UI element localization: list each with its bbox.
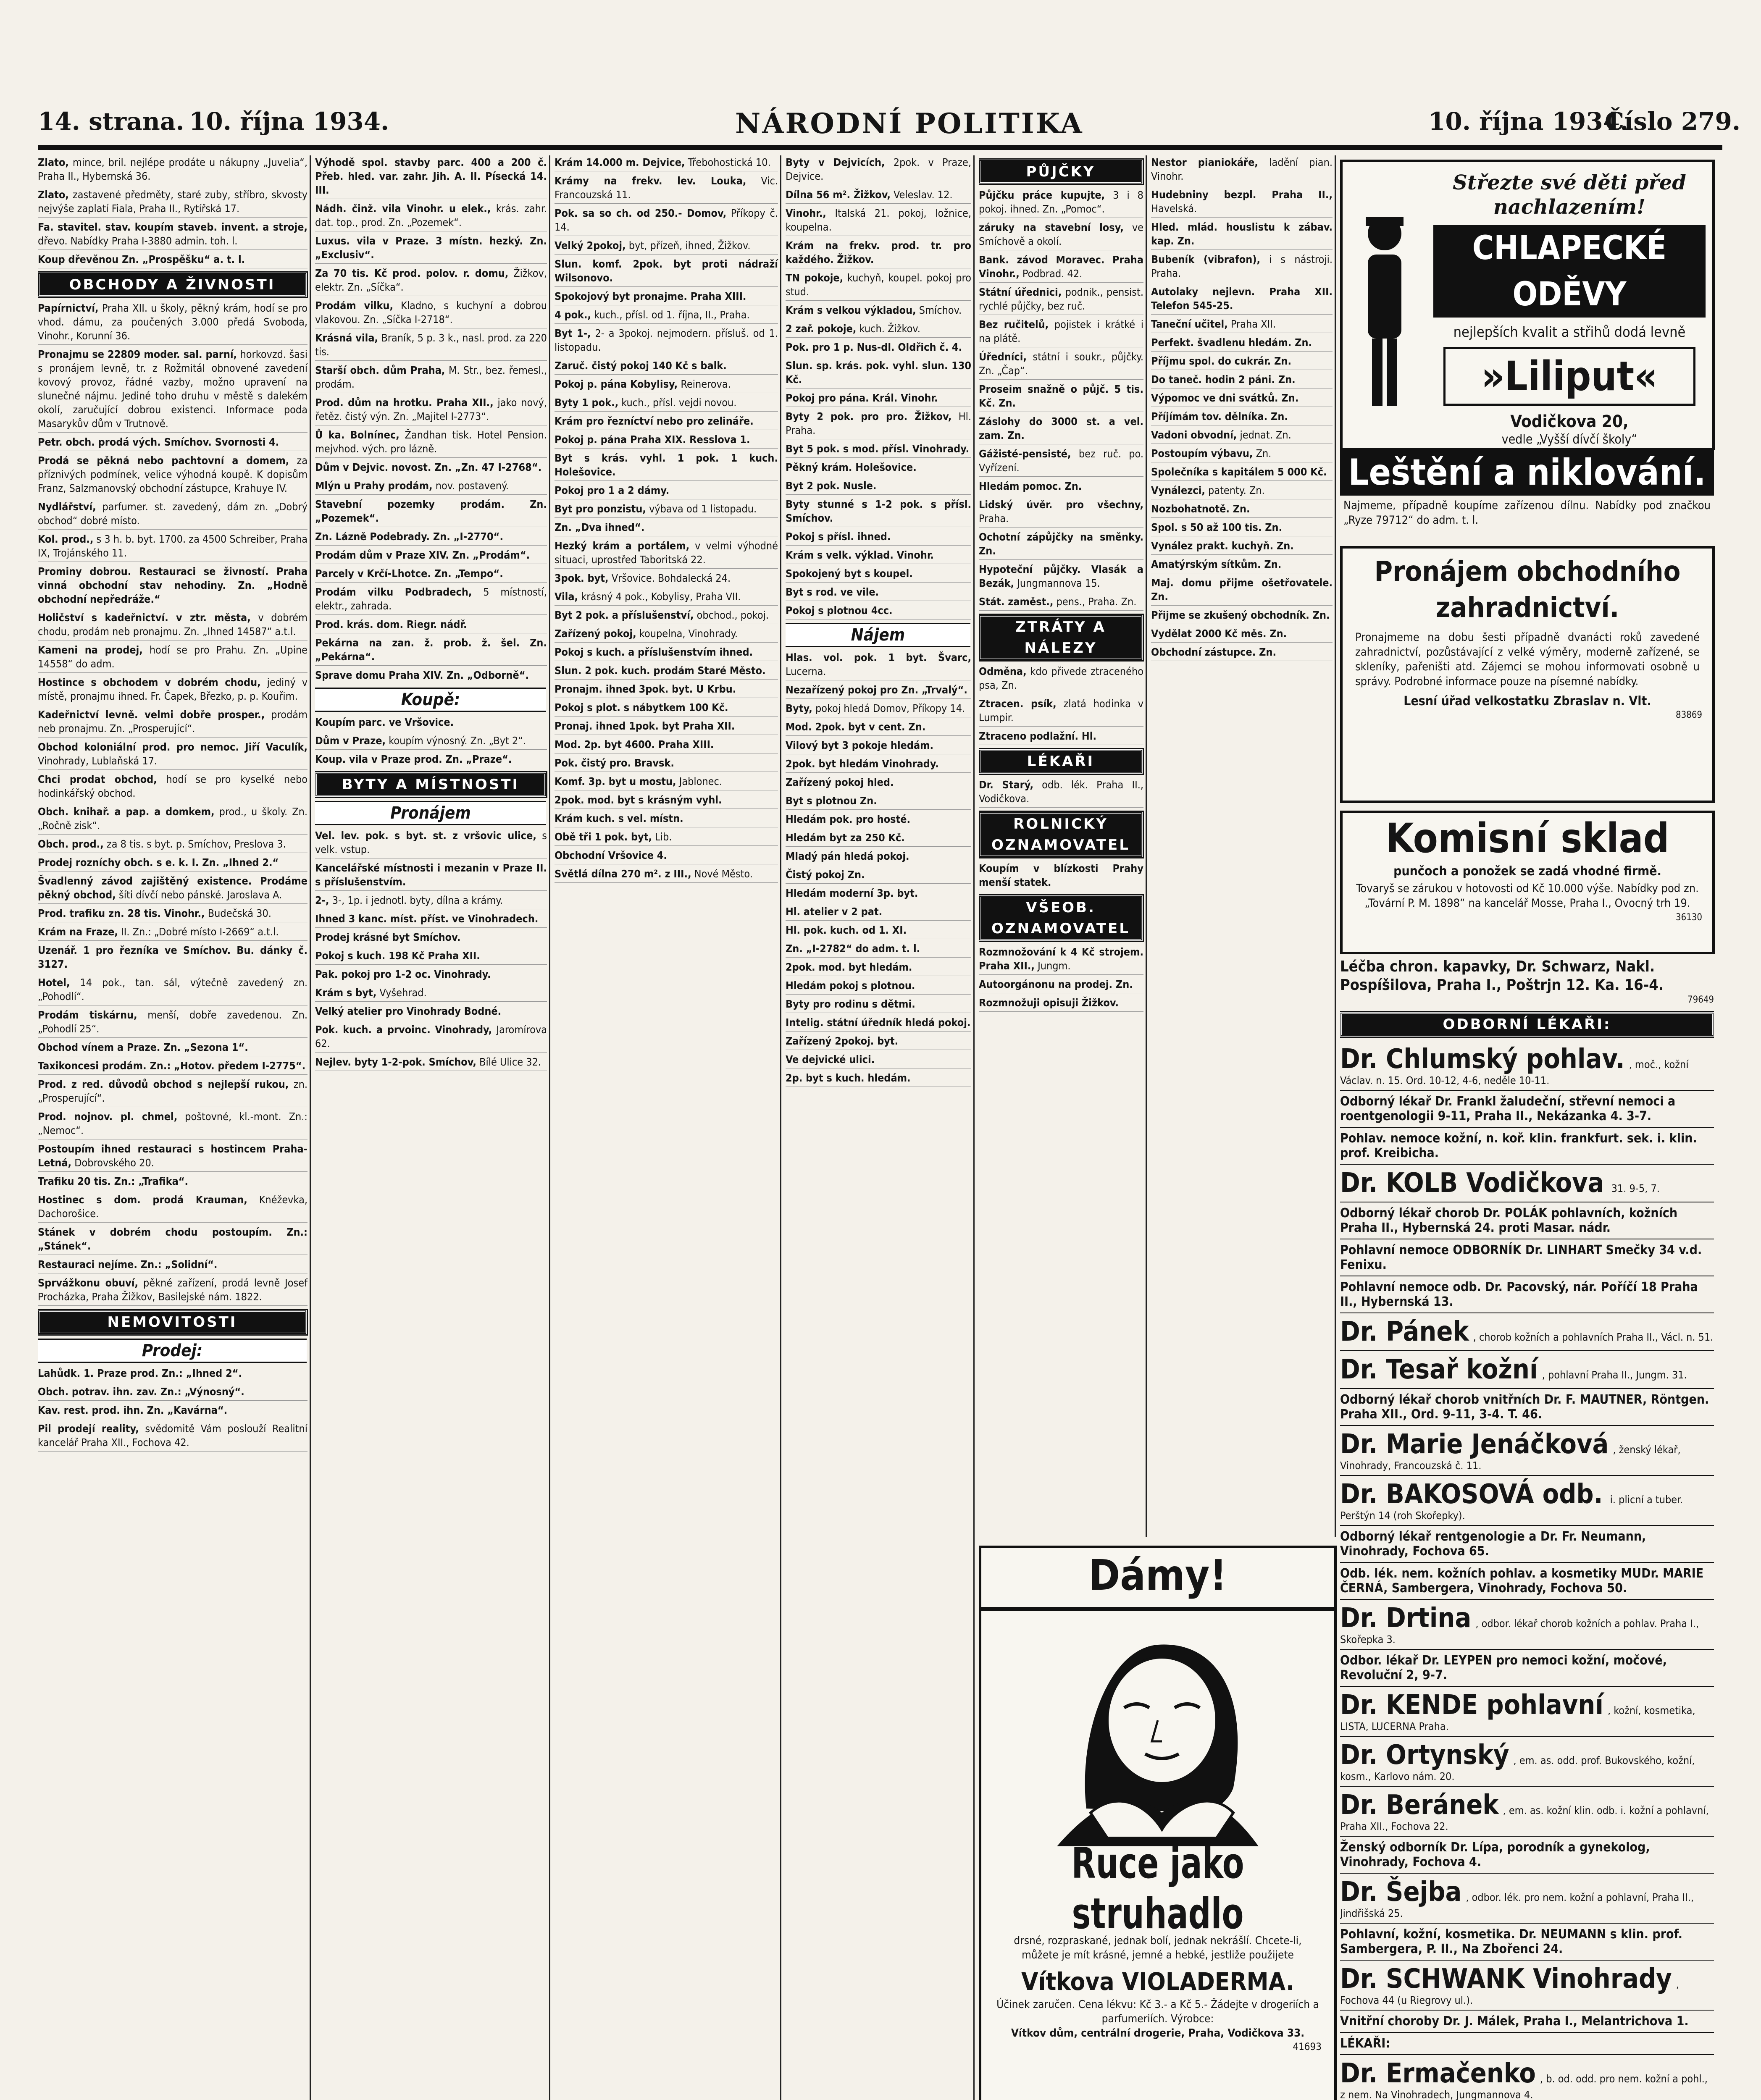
newspaper-page [38,0,1741,2100]
classified-ad: Vynálezci, patenty. Zn. [1151,483,1333,499]
classified-ad: Autolaky nejlevn. Praha XII. Telefon 545-25. [1151,285,1333,315]
classified-ad: Prodám dům v Praze XIV. Zn. „Prodám“. [315,548,547,564]
classified-ad: Pokoj s plotnou 4cc. [786,604,971,620]
ad-komisni-sklad: Komisní sklad punčoch a ponožek se zadá vhodné firmě. Tovaryš se zárukou v hotovosti od Kč 10.000 výše. Nabídky pod zn. „Tovární P. M. 1898“ na kancelář Mosse, Praha I., Ovocný trh 19. 36130 [1340,811,1715,954]
classified-ad: Koup. vila v Praze prod. Zn. „Praze“. [315,752,547,768]
doctor-listing: Dr. BAKOSOVÁ odb. i. plicní a tuber. Perštýn 14 (roh Skořepky). [1340,1476,1714,1526]
doctor-listing: Pohlavní, kožní, kosmetika. Dr. NEUMANN s klin. prof. Sambergera, P. II., Na Zbořenci 24. [1340,1924,1714,1961]
classified-ad: Pronaj. ihned 1pok. byt Praha XII. [555,719,778,735]
classified-ad: 2-, 3-, 1p. i jednotl. byty, dílna a krámy. [315,893,547,909]
classified-ad: Byt 1-, 2- a 3pokoj. nejmodern. přísluš. od 1. listopadu. [555,326,778,356]
classified-ad: Petr. obch. prodá vých. Smíchov. Svornosti 4. [38,435,308,451]
classified-ad: Krám kuch. s vel. místn. [555,811,778,827]
classified-ad: Zn. Lázně Podebrady. Zn. „I-2770“. [315,530,547,546]
classified-ad: Kameni na prodej, hodí se pro Prahu. Zn. „Upine 14558“ do adm. [38,643,308,673]
doctor-listing: Odborný lékař chorob vnitřních Dr. F. MAUTNER, Röntgen. Praha XII., Ord. 9-11, 3-4. T. 46. [1340,1389,1714,1426]
classified-ad: Byt s krás. vyhl. 1 pok. 1 kuch. Holešovice. [555,451,778,481]
classified-ad: 4 pok., kuch., přísl. od 1. října, II., Praha. [555,308,778,324]
classified-ad: Vilový byt 3 pokoje hledám. [786,738,971,754]
classified-ad: Krám s byt, Vyšehrad. [315,986,547,1002]
classified-ad: Vila, krásný 4 pok., Kobylisy, Praha VII. [555,590,778,606]
newspaper-title: NÁRODNÍ POLITIKA [735,107,1084,140]
classified-ad: Dr. Starý, odb. lék. Praha II., Vodičkova. [979,778,1143,808]
classified-ad: Vadoni obvodní, jednat. Zn. [1151,428,1333,444]
classified-ad: Obchod vínem a Praze. Zn. „Sezona 1“. [38,1040,308,1056]
classified-ad: Papírnictví, Praha XII. u školy, pěkný krám, hodí se pro vhod. dámu, za poučených 3.000 předá Svoboda, Vinohr., Korunní 36. [38,301,308,345]
classified-ad: Byty, pokoj hledá Domov, Příkopy 14. [786,701,971,717]
classified-ad: Bank. závod Moravec. Praha Vinohr., Podbrad. 42. [979,253,1143,283]
classified-ad: Sprvážkonu obuví, pěkné zařízení, prodá levně Josef Procházka, Praha Žižkov, Basilejské nám. 1822. [38,1276,308,1306]
classified-ad: Čistý pokoj Zn. [786,868,971,884]
classified-ad: Pok. čistý pro. Bravsk. [555,756,778,772]
classified-ad: Pak. pokoj pro 1-2 oc. Vinohrady. [315,967,547,983]
classified-ad: Byty 2 pok. pro pro. Žižkov, Hl. Praha. [786,410,971,439]
classified-ad: BYTY A MÍSTNOSTI [315,772,546,797]
boy-illustration [1343,162,1427,439]
classified-ad: Ztracen. psík, zlatá hodinka v Lumpir. [979,697,1143,727]
classified-ad: Prodám vilku, Kladno, s kuchyní a dobrou vlakovou. Zn. „Síčka I-2718“. [315,299,547,328]
classified-ad: Hledám moderní 3p. byt. [786,886,971,902]
classified-ad: Starší obch. dům Praha, M. Str., bez. řemesl., prodám. [315,363,547,393]
doctor-listing: Pohlav. nemoce kožní, n. koř. klin. frankfurt. sek. i. klin. prof. Kreibicha. [1340,1128,1714,1165]
classified-ad: Zaruč. čistý pokoj 140 Kč s balk. [555,359,778,375]
page-number: 14. strana. [38,107,184,136]
doctor-listing: Dr. Šejba , odbor. lék. pro nem. kožní a pohlavní, Praha II., Jindřišská 25. [1340,1874,1714,1924]
classified-ad: Prodej krásné byt Smíchov. [315,930,547,946]
classified-ad: Dům v Dejvic. novost. Zn. „Zn. 47 I-2768“. [315,460,547,476]
classified-ad: Prodej rozníchy obch. s e. k. I. Zn. „Ihned 2.“ [38,856,308,872]
classified-ad: Zlato, mince, bril. nejlépe prodáte u nákupny „Juvelia“, Praha II., Hybernská 36. [38,155,308,185]
column-1 [38,155,311,2100]
classified-ad: Výhodě spol. stavby parc. 400 a 200 č. Přeb. hled. var. zahr. Jih. A. II. Písecká 14. III. [315,155,547,199]
classified-ad: Bez ručitelů, pojistek i krátké i na plátě. [979,318,1143,347]
classified-ad: Byty 1 pok., kuch., přísl. vejdi novou. [555,396,778,412]
classified-ad: Obchod koloniální prod. pro nemoc. Jiří Vaculík, Vinohrady, Lublaňská 17. [38,740,308,770]
doctor-listing: Dr. Ortynský , em. as. odd. prof. Bukovského, kožní, kosm., Karlovo nám. 20. [1340,1737,1714,1787]
classified-ad: Krásná vila, Braník, 5 p. 3 k., nasl. prod. za 220 tis. [315,331,547,361]
doctor-listing: Dr. KOLB Vodičkova 31. 9-5, 7. [1340,1165,1714,1202]
classified-ad: Zn. „Dva ihned“. [555,520,778,536]
classified-ad: Pokoj pro 1 a 2 dámy. [555,483,778,499]
classified-ad: Hezký krám a portálem, v velmi výhodné situaci, uprostřed Taboritská 22. [555,539,778,569]
classified-ad: Hostinec s dom. prodá Krauman, Knéževka, Dachorošice. [38,1193,308,1223]
classified-ad: Koup dřevěnou Zn. „Prospěšku“ a. t. l. [38,252,308,268]
classified-ad: Zařízený 2pokoj. byt. [786,1034,971,1050]
classified-ad: Nestor pianiokáře, ladění pian. Vinohr. [1151,155,1333,185]
classified-ad: Přijme se zkušený obchodník. Zn. [1151,608,1333,624]
doctor-listing: Dr. Chlumský pohlav. , moč., kožní Václav. n. 15. Ord. 10-12, 4-6, neděle 10-11. [1340,1041,1714,1091]
header-rule [38,145,1722,150]
classified-ad: Hl. atelier v 2 pat. [786,905,971,921]
column-5 [979,155,1147,1537]
doctor-listing: Dr. KENDE pohlavní , kožní, kosmetika, LISTA, LUCERNA Praha. [1340,1687,1714,1737]
section-nemovitosti: NEMOVITOSTI [38,1310,307,1334]
classified-ad: Byty v Dejvicích, 2pok. v Praze, Dejvice. [786,155,971,185]
classified-ad: 2pok. byt hledám Vinohrady. [786,757,971,773]
classified-ad: Hudebniny bezpl. Praha II., Havelská. [1151,188,1333,218]
classified-ad: Perfekt. švadlenu hledám. Zn. [1151,336,1333,352]
classified-ad: Velký 2pokoj, byt, přízeň, ihned, Žižkov. [555,239,778,255]
classified-ad: Nádh. činž. vila Vinohr. u elek., krás. zahr. dat. top., prod. Zn. „Pozemek“. [315,202,547,231]
header-date-right: 10. října 1934. [1428,107,1629,136]
classified-ad: Ů ka. Bolnínec, Žandhan tisk. Hotel Pension. mejvhod. vých. pro lázně. [315,428,547,458]
classified-ad: Byt pro ponzistu, výbava od 1 listopadu. [555,502,778,518]
classified-ad: Nydlářství, parfumer. st. zavedený, dám zn. „Dobrý obchod“ dobré místo. [38,500,308,530]
classified-ad: Výpomoc ve dni svátků. Zn. [1151,391,1333,407]
woman-illustration [981,1611,1329,1846]
classified-ad: Krám na frekv. prod. tr. pro každého. Žižkov. [786,239,971,268]
doctor-listing: Pohlavní nemoce odb. Dr. Pacovský, nár. Poříčí 18 Praha II., Hybernská 13. [1340,1276,1714,1313]
classified-ad: Prodám vilku Podbradech, 5 místností, elektr., zahrada. [315,585,547,615]
classified-ad: Kancelářské místnosti i mezanin v Praze II. s příslušenstvím. [315,861,547,891]
doctor-listing: Dr. SCHWANK Vinohrady , Fochova 44 (u Riegrovy ul.). [1340,1961,1714,2011]
classified-ad: Kadeřnictví levně. velmi dobře prosper., prodám neb pronajmu. Zn. „Prosperující“. [38,708,308,738]
classified-ad: Příjímám tov. dělníka. Zn. [1151,410,1333,425]
classified-ad: Zlato, zastavené předměty, staré zuby, stříbro, skvosty nejvýše zaplatí Fiala, Praha II., Rytířská 17. [38,188,308,218]
classified-ad: Obě tři 1 pok. byt, Lib. [555,830,778,846]
classified-ad: Prod. z red. důvodů obchod s nejlepší rukou, zn. „Prosperující“. [38,1077,308,1107]
classified-ad: Kav. rest. prod. ihn. Zn. „Kavárna“. [38,1403,308,1419]
classified-ad: Gážisté-pensisté, bez ruč. po. Vyřízení. [979,447,1143,477]
classified-ad: Rozmnožování k 4 Kč strojem. Praha XII., Jungm. [979,945,1143,975]
classified-ad: Pokoj s plot. s nábytkem 100 Kč. [555,701,778,717]
classified-ad: Hledám pok. pro hosté. [786,812,971,828]
section-lekari: LÉKAŘI [979,749,1143,774]
classified-ad: Koupě: [315,688,546,712]
classified-ad: Hlas. vol. pok. 1 byt. Švarc, Lucerna. [786,651,971,680]
classified-ad: Fa. stavitel. stav. koupím staveb. invent. a stroje, dřevo. Nabídky Praha I-3880 admin. toh. l. [38,220,308,250]
classified-ad: Odměna, kdo přivede ztraceného psa, Zn. [979,664,1143,694]
classified-ad: Krám na Fraze, II. Zn.: „Dobré místo I-2669“ a.t.l. [38,925,308,941]
classified-ad: Pil prodejí reality, svědomitě Vám poslouží Realitní kancelář Praha XII., Fochova 42. [38,1422,308,1452]
classified-ad: Stát. zaměst., pens., Praha. Zn. [979,595,1143,611]
doctor-listing: Odborný lékař Dr. Frankl žaludeční, střevní nemoci a roentgenologii 9-11, Praha II., Nekázanka 4. 3-7. [1340,1091,1714,1128]
classified-ad: Pokoj s kuch. a příslušenstvím ihned. [555,645,778,661]
section-ztraty: ZTRÁTY A NÁLEZY [979,615,1143,660]
classified-ad: Pok. sa so ch. od 250.- Domov, Příkopy č. 14. [555,206,778,236]
classified-ad: Obch. potrav. ihn. zav. Zn.: „Výnosný“. [38,1385,308,1401]
classified-ad: Dům v Praze, koupím výnosný. Zn. „Byt 2“. [315,734,547,750]
ad-lecba: Léčba chron. kapavky, Dr. Schwarz, Nakl. Pospíšilova, Praha I., Poštrjn 12. Ka. 16-4. 79649 [1340,958,1714,1005]
doctor-listing: Odborný lékař rentgenologie a Dr. Fr. Neumann, Vinohrady, Fochova 65. [1340,1526,1714,1563]
classified-ad: Pěkný krám. Holešovice. [786,460,971,476]
doctor-listing: Odb. lék. nem. kožních pohlav. a kosmetiky MUDr. MARIE ČERNÁ, Sambergera, Vinohrady, Fochova 50. [1340,1563,1714,1600]
classified-ad: Intelig. státní úředník hledá pokoj. [786,1016,971,1032]
classified-ad: 2p. byt s kuch. hledám. [786,1071,971,1087]
classified-ad: Hypoteční půjčky. Vlasák a Bezák, Jungmannova 15. [979,562,1143,592]
doctor-listing: Vnitřní choroby Dr. J. Málek, Praha I., Melantrichova 1. [1340,2011,1714,2033]
classified-ad: Krám pro řezníctví nebo pro zelináře. [555,414,778,430]
classified-ad: Hostince s obchodem v dobrém chodu, jediný v místě, pronajmu ihned. Fr. Čapek, Březko, p. p. Kouřim. [38,675,308,705]
classified-ad: Byt 5 pok. s mod. přísl. Vinohrady. [786,442,971,458]
classified-ad: Slun. 2 pok. kuch. prodám Staré Město. [555,664,778,680]
classified-ad: Prodá se pěkná nebo pachtovní a domem, za příznivých podmínek, velice výhodná koupě. K dopisům Franz, Salzmanovský obchodní zástupce, Krahuye IV. [38,454,308,497]
classified-ad: Byt 2 pok. Nusle. [786,479,971,495]
classified-ad: Uzenář. 1 pro řezníka ve Smíchov. Bu. dánky č. 3127. [38,943,308,973]
classified-ad: Pok. pro 1 p. Nus-dl. Oldřich č. 4. [786,340,971,356]
ad-liliput: Střezte své děti před nachlazením! CHLAPECKÉ ODĚVY nejlepších kvalit a střihů dodá levně »Liliput« Vodičkova 20, vedle „Vyšší dívčí školy“ [1340,160,1715,450]
classified-ad: Ochotní zápůjčky na směnky. Zn. [979,530,1143,560]
classified-ad: Obchodní Vršovice 4. [555,848,778,864]
classified-ad: Ztraceno podlažní. Hl. [979,729,1143,745]
classified-ad: Slun. komf. 2pok. byt proti nádraží Wilsonovo. [555,257,778,287]
classified-ad: Státní úřednici, podnik., pensist. rychlé půjčky, bez ruč. [979,285,1143,315]
classified-ad: Velký atelier pro Vinohrady Bodné. [315,1004,547,1020]
classified-ad: Postoupím ihned restauraci s hostincem Praha-Letná, Dobrovského 20. [38,1142,308,1172]
classified-ad: Pronajmu se 22809 moder. sal. parní, horkovzd. šasi s pronájem levně, tr. z Rožmitál obnovené zavedení kovový provoz, řádné vazby, možno upravení na slunečné nájmu. Jediné toho druhu v městě s dalekém okolí, zaručující dobrou existenci. Informace poda Masarykův dům v Trutnově. [38,347,308,433]
classified-ad: Vinohr., Italská 21. pokoj, ložnice, koupelna. [786,206,971,236]
classified-ad: Hl. pok. kuch. od 1. XI. [786,923,971,939]
classified-ad: Ve dejvické ulici. [786,1053,971,1068]
doctor-listing: Dr. Marie Jenáčková , ženský lékař, Vinohrady, Francouzská č. 11. [1340,1426,1714,1476]
classified-ad: Amatýrským sítkům. Zn. [1151,557,1333,573]
ad-lesteni: Leštění a niklování. Najmeme, případně koupíme zařízenou dílnu. Nabídky pod značkou „Ryze 79712“ do adm. t. l. [1340,449,1714,530]
classified-ad: Pok. kuch. a prvoinc. Vinohrady, Jaromírova 62. [315,1023,547,1053]
classified-ad: Záslohy do 3000 st. a vel. zam. Zn. [979,415,1143,444]
classified-ad: Vydělat 2000 Kč měs. Zn. [1151,627,1333,643]
classified-ad: Vynález prakt. kuchyň. Zn. [1151,539,1333,555]
classified-ad: Hotel, 14 pok., tan. sál, výtečně zavedený zn. „Pohodlí“. [38,976,308,1005]
classified-ad: Pokoj s kuch. 198 Kč Praha XII. [315,949,547,965]
classified-ad: Byt 2 pok. a příslušenství, obchod., pokoj. [555,608,778,624]
classified-ad: Hledám byt za 250 Kč. [786,831,971,847]
classified-ad: Pekárna na zan. ž. prob. ž. šel. Zn. „Pekárna“. [315,636,547,666]
classified-ad: Nájem [786,623,970,647]
classified-ad: Autoorgánonu na prodej. Zn. [979,977,1143,993]
classified-ad: Do taneč. hodin 2 páni. Zn. [1151,373,1333,388]
classified-ad: Spokojený byt s koupel. [786,567,971,583]
classified-ad: Společníka s kapitálem 5 000 Kč. [1151,465,1333,481]
doctor-listing: Pohlavní nemoce ODBORNÍK Dr. LINHART Smečky 34 v.d. Fenixu. [1340,1239,1714,1276]
section-prodej: Prodej: [38,1339,307,1363]
doctor-listing: LÉKAŘI: [1340,2033,1714,2055]
ad-damy: Dámy! [979,1546,1337,1609]
classified-ad: Hled. mlád. houslistu k zábav. kap. Zn. [1151,220,1333,250]
classified-ad: Pronajm. ihned 3pok. byt. U Krbu. [555,682,778,698]
classified-ad: Luxus. vila v Praze. 3 místn. hezký. Zn. „Exclusiv“. [315,234,547,264]
classified-ad: Taxikoncesi prodám. Zn.: „Hotov. předem I-2775“. [38,1059,308,1075]
classified-ad: Švadlenný závod zajištěný existence. Prodáme pěkný obchod, šíti dívčí nebo pánské. Jaroslava A. [38,874,308,904]
classified-ad: Byt s rod. ve vile. [786,585,971,601]
classified-ad: Zn. „I-2782“ do adm. t. l. [786,942,971,958]
classified-ad: záruky na stavební losy, ve Smíchově a okolí. [979,220,1143,250]
classified-ad: Koupím v blízkosti Prahy menší statek. [979,861,1143,891]
classified-ad: Prodám tiskárnu, menší, dobře zavedenou. Zn. „Pohodlí 25“. [38,1008,308,1038]
classified-ad: Krám s velkou výkladou, Smíchov. [786,303,971,319]
classified-ad: Komf. 3p. byt u mostu, Jablonec. [555,774,778,790]
classified-ad: Pokoj s přísl. ihned. [786,530,971,546]
classified-ad: Úředníci, státní i soukr., půjčky. Zn. „Čap“. [979,350,1143,380]
classified-ad: Parcely v Krčí-Lhotce. Zn. „Tempo“. [315,567,547,583]
classified-ad: Kol. prod., s 3 h. b. byt. 1700. za 4500 Schreiber, Praha IX, Trojánského 11. [38,532,308,562]
column-3 [555,155,781,2100]
classified-ad: Mladý pán hledá pokoj. [786,849,971,865]
header-date-left: 10. října 1934. [189,107,389,136]
classified-ad: Ihned 3 kanc. míst. příst. ve Vinohradech. [315,912,547,928]
classified-ad: Prod. dům na hrotku. Praha XII., jako nový, řetěz. čistý výn. Zn. „Majitel I-2773“. [315,396,547,425]
classified-ad: Lidský úvěr. pro všechny, Praha. [979,498,1143,528]
classified-ad: Sprave domu Praha XIV. Zn. „Odborně“. [315,668,547,684]
page-header [38,107,1741,145]
classified-ad: Holičství s kadeřnictví. v ztr. města, v dobrém chodu, prodám neb pronajmu. Zn. „Ihned 14587“ a.t.l. [38,611,308,640]
classified-ad: Krám 14.000 m. Dejvice, Třebohostická 10. [555,155,778,171]
classified-ad: Rozmnožuji opisuji Žižkov. [979,996,1143,1012]
classified-ad: Hledám pomoc. Zn. [979,479,1143,495]
classified-ad: Stánek v dobrém chodu postoupím. Zn.: „Stánek“. [38,1225,308,1255]
classified-ad: 3pok. byt, Vršovice. Bohdalecká 24. [555,571,778,587]
doctor-listing: Dr. Drtina , odbor. lékař chorob kožních a pohlav. Praha I., Skořepka 3. [1340,1600,1714,1650]
classified-ad: Mlýn u Prahy prodám, nov. postavený. [315,479,547,495]
classified-ad: Obch. prod., za 8 tis. s byt. p. Smíchov, Preslova 3. [38,837,308,853]
ad-pronajem-zahradnictvi: Pronájem obchodního zahradnictví. Pronajmeme na dobu šesti případně dvanácti roků zavedené zahradnictví, pozůstávající z velké výměry, moderně zařízené, se skleníky, pařeništi atd. Zájemci se mohou informovati osobně u správy. Podrobné informace pouze na písemné nabídky. Lesní úřad velkostatku Zbraslav n. Vlt. 83869 [1340,546,1715,803]
classified-ad: 2pok. mod. byt s krásným vyhl. [555,793,778,809]
classified-ad: Restauraci nejíme. Zn.: „Solidní“. [38,1257,308,1273]
classified-ad: Byt s plotnou Zn. [786,794,971,810]
classified-ad: Chci prodat obchod, hodí se pro kyselké nebo hodinkářský obchod. [38,772,308,802]
section-odborni-lekari: ODBORNÍ LÉKAŘI: [1340,1012,1714,1037]
classified-ad: Maj. domu přijme ošetřovatele. Zn. [1151,576,1333,606]
classified-ad: Hledám pokoj s plotnou. [786,979,971,995]
classified-ad: Spol. s 50 až 100 tis. Zn. [1151,520,1333,536]
issue-number: Číslo 279. [1605,107,1741,136]
classified-ad: Postoupím výbavu, Zn. [1151,446,1333,462]
classified-ad: Mod. 2p. byt 4600. Praha XIII. [555,738,778,753]
classified-ad: Slun. sp. krás. pok. vyhl. slun. 130 Kč. [786,359,971,388]
classified-ad: Spokojový byt pronajme. Praha XIII. [555,289,778,305]
column-6 [1151,155,1336,1537]
classified-ad: Prominy dobrou. Restauraci se živností. Praha vinná obchodní stav nehodiny. Zn. „Hodně obchodní nepředráže.“ [38,564,308,608]
classified-ad: Krám s velk. výklad. Vinohr. [786,548,971,564]
classified-ad: Zařízený pokoj, koupelna, Vinohrady. [555,627,778,643]
doctor-listing: Ženský odborník Dr. Lípa, porodník a gynekolog, Vinohrady, Fochova 4. [1340,1837,1714,1874]
classified-ad: Prod. trafiku zn. 28 tis. Vinohr., Budečská 30. [38,906,308,922]
classified-ad: Byty stunné s 1-2 pok. s přísl. Smíchov. [786,497,971,527]
column-2 [315,155,550,2100]
classified-ad: Obchodní zástupce. Zn. [1151,645,1333,661]
classified-ad: Lahůdk. 1. Praze prod. Zn.: „Ihned 2“. [38,1366,308,1382]
classified-ad: Byty pro rodinu s dětmi. [786,997,971,1013]
ad-violaderma: Ruce jako struhadlo drsné, rozpraskané, jednak bolí, jednak nekrášlí. Chcete-li, můžete je mít krásné, jemné a hebké, jestliže použijete Vítkova VIOLADERMA. Účinek zaručen. Cena lékvu: Kč 3.- a Kč 5.- Žádejte v drogeriích a parfumeriích. Výrobce: Vítkov dům, centrální drogerie, Praha, Vodičkova 33. 41693 [979,1609,1337,2100]
classified-ad: Nejlev. byty 1-2-pok. Smíchov, Bílé Ulice 32. [315,1055,547,1071]
classified-ad: Pronájem [315,801,546,825]
classified-ad: Bubeník (vibrafon), i s nástroji. Praha. [1151,252,1333,282]
classified-ad: Krámy na frekv. lev. Louka, Vic. Francouzská 11. [555,174,778,204]
classified-ad: Pokoj p. pána Praha XIX. Resslova 1. [555,433,778,449]
classified-ad: Zařízený pokoj hled. [786,775,971,791]
classified-ad: Pokoj p. pána Kobylisy, Reinerova. [555,377,778,393]
doctor-listing: Dr. Ermačenko , b. od. odd. pro nem. kožní a pohl., z nem. Na Vinohradech, Jungmannova 4. [1340,2055,1714,2100]
classified-ad: Za 70 tis. Kč prod. polov. r. domu, Žižkov, elektr. Zn. „Síčka“. [315,266,547,296]
classified-ad: Taneční učitel, Praha XII. [1151,317,1333,333]
classified-ad: Koupím parc. ve Vršovice. [315,715,547,731]
classified-ad: Proseim snažně o půjč. 5 tis. Kč. Zn. [979,382,1143,412]
section-vseob: VŠEOB. OZNAMOVATEL [979,895,1143,941]
doctors-column [1340,1008,1714,2100]
classified-ad: Prod. krás. dom. Riegr. nádř. [315,617,547,633]
section-rolnicky: ROLNICKÝ OZNAMOVATEL [979,812,1143,857]
classified-ad: Obch. knihař. a pap. a domkem, prod., u školy. Zn. „Ročně zisk“. [38,805,308,835]
classified-ad: Pokoj pro pána. Král. Vinohr. [786,391,971,407]
column-4 [786,155,975,2100]
classified-ad: Světlá dílna 270 m². z III., Nové Město. [555,867,778,883]
classified-ad: TN pokoje, kuchyň, koupel. pokoj pro stud. [786,271,971,301]
classified-ad: Vel. lev. pok. s byt. st. z vršovic ulice, s velk. vstup. [315,829,547,858]
section-pujcky: PŮJČKY [979,160,1143,184]
section-obchody: OBCHODY A ŽIVNOSTI [38,273,307,297]
classified-ad: Mod. 2pok. byt v cent. Zn. [786,720,971,736]
classified-ad: 2 zař. pokoje, kuch. Žižkov. [786,322,971,338]
classified-ad: Trafiku 20 tis. Zn.: „Trafika“. [38,1174,308,1190]
classified-ad: Příjmu spol. do cukrár. Zn. [1151,354,1333,370]
classified-ad: Prod. nojnov. pl. chmel, poštovné, kl.-mont. Zn.: „Nemoc“. [38,1110,308,1139]
doctor-listing: Odbor. lékař Dr. LEYPEN pro nemoci kožní, močové, Revoluční 2, 9-7. [1340,1650,1714,1687]
doctor-listing: Dr. Tesař kožní , pohlavní Praha II., Jungm. 31. [1340,1351,1714,1389]
classified-ad: Půjčku práce kupujte, 3 i 8 pokoj. ihned. Zn. „Pomoc“. [979,188,1143,218]
classified-ad: Nezařízený pokoj pro Zn. „Trvalý“. [786,683,971,699]
doctor-listing: Dr. Pánek , chorob kožních a pohlavních Praha II., Václ. n. 51. [1340,1313,1714,1351]
doctor-listing: Odborný lékař chorob Dr. POLÁK pohlavních, kožních Praha II., Hybernská 24. proti Masar. nádr. [1340,1202,1714,1239]
doctor-listing: Dr. Beránek , em. as. kožní klin. odb. i. kožní a pohlavní, Praha XII., Fochova 22. [1340,1787,1714,1837]
classified-ad: Stavební pozemky prodám. Zn. „Pozemek“. [315,497,547,527]
classified-ad: 2pok. mod. byt hledám. [786,960,971,976]
classified-ad: Dílna 56 m². Žižkov, Veleslav. 12. [786,188,971,204]
classified-ad: Nozbohatnotě. Zn. [1151,502,1333,518]
